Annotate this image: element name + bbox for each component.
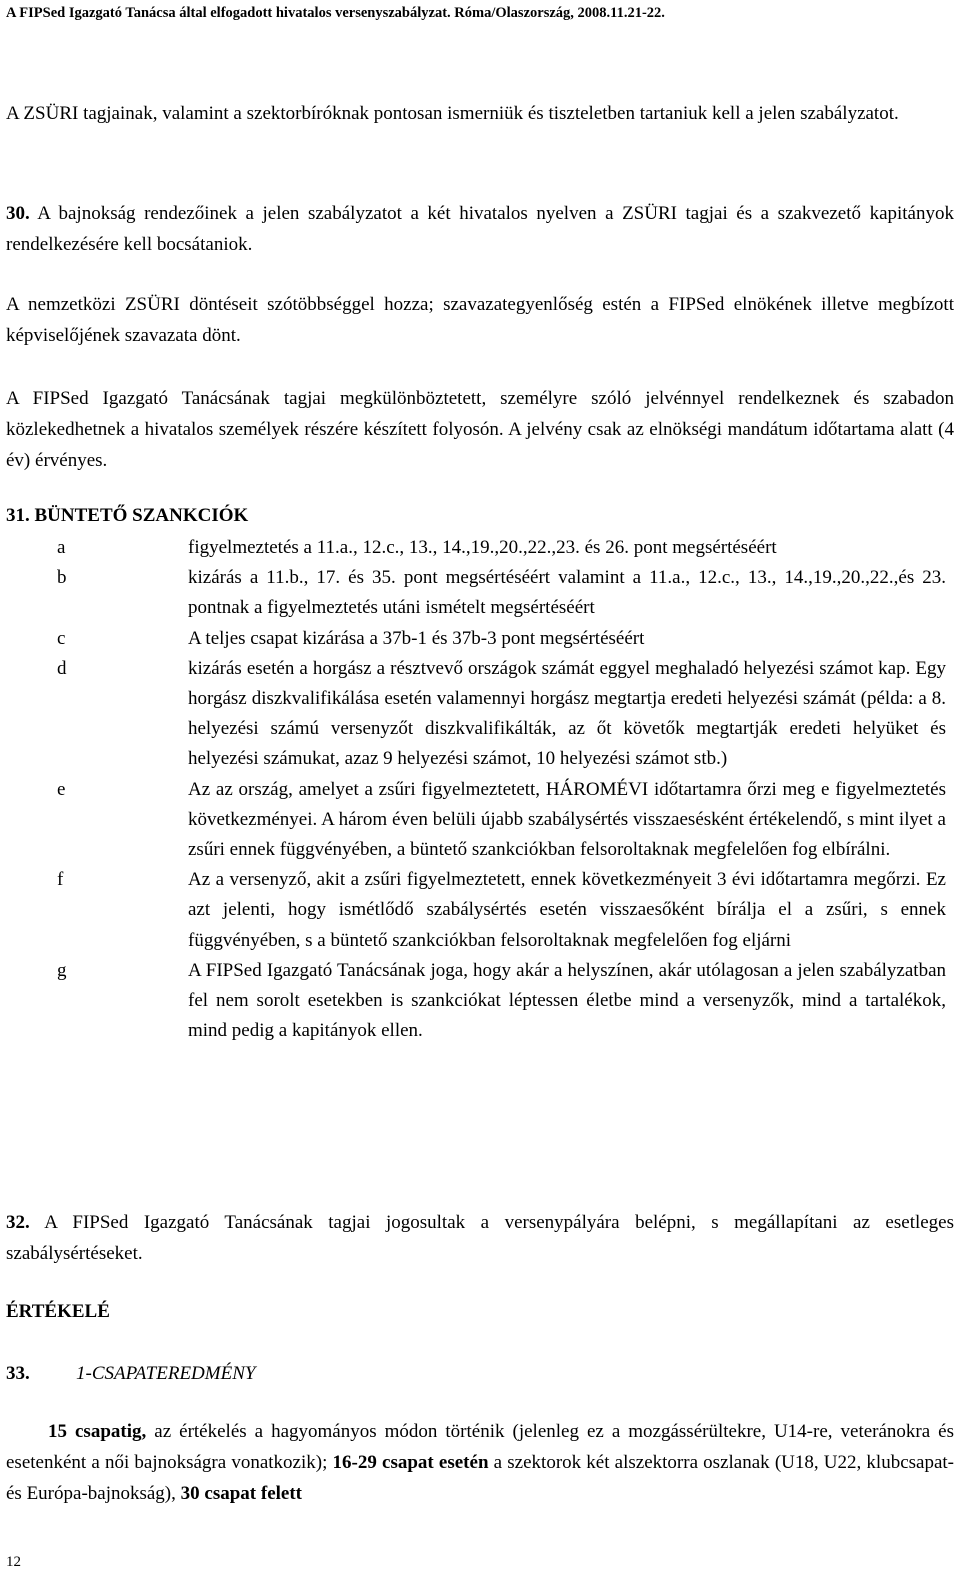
sanction-letter: c xyxy=(57,627,66,649)
sanction-text: A FIPSed Igazgató Tanácsának joga, hogy akár a helyszínen, akár utólagosan a jelen szabályzatban fel nem sorolt esetekben is szankciókat léptessen életbe mind a versenyzők, mind a tartalékok, mind pedig a kapitányok ellen. xyxy=(188,959,946,1042)
jury-decision-paragraph: A nemzetközi ZSÜRI döntéseit szótöbbséggel hozza; szavazategyenlőség estén a FIPSed elnökének illetve megbízott képviselőjének szavazata dönt. xyxy=(6,294,954,346)
page-header: A FIPSed Igazgató Tanácsa által elfogadott hivatalos versenyszabályzat. Róma/Olaszország, 2008.11.21-22. xyxy=(6,5,665,21)
sanction-text: Az az ország, amelyet a zsűri figyelmeztetett, HÁROMÉVI időtartamra őrzi meg e figyelmeztetés következményei. A három éven belüli újabb szabálysértés visszaesésként értékelendő, s mint ilyet a zsűri ennek függvényében, a büntető szankciókban felsoroltaknak megfelelően fog elbírálni. xyxy=(188,778,946,861)
sanction-item-c xyxy=(0,624,960,654)
sanction-letter: d xyxy=(57,657,67,679)
team-limit-15: 15 csapatig, xyxy=(48,1421,147,1442)
sanctions-list xyxy=(0,533,960,1046)
team-result-paragraph xyxy=(6,1416,954,1509)
sanction-item-a xyxy=(0,533,960,563)
sanction-letter: e xyxy=(57,778,66,800)
section-32-text: A FIPSed Igazgató Tanácsának tagjai jogosultak a versenypályára belépni, s megállapítani az esetleges szabálysértéseket. xyxy=(6,1212,955,1264)
section-33-heading xyxy=(6,1358,255,1389)
section-30-number: 30. xyxy=(6,203,30,224)
team-limit-30: 30 csapat felett xyxy=(180,1483,302,1504)
sanction-item-e xyxy=(0,775,960,866)
sanction-letter: a xyxy=(57,537,66,558)
section-33-title: 1-CSAPATEREDMÉNY xyxy=(76,1363,256,1384)
team-limit-16-29: 16-29 csapat esetén xyxy=(332,1452,489,1473)
badge-paragraph: A FIPSed Igazgató Tanácsának tagjai megkülönböztetett, személyre szóló jelvénnyel rendelkeznek és szabadon közlekedhetnek a hivatalos személyek részére készített folyosón. A jelvény csak az elnökségi mandátum időtartama alatt (4 év) érvényes. xyxy=(6,388,954,471)
section-33-number: 33. xyxy=(6,1363,30,1384)
sanction-letter: b xyxy=(57,567,67,589)
sanction-item-d xyxy=(0,654,960,775)
section-30-paragraph xyxy=(6,198,954,260)
sanction-text: Az a versenyző, akit a zsűri figyelmeztetett, ennek következményeit 3 évi időtartamra megőrzi. Ez azt jelenti, hogy ismétlődő szabálysértés esetén visszaesőként bírálja el a zsűri, s ennek függvényében, s a büntető szankciókban felsoroltaknak megfelelően fog eljárni xyxy=(188,869,946,951)
sanction-item-g xyxy=(0,956,960,1047)
sanction-letter: f xyxy=(57,869,64,891)
team-result-text-2: a szektorok két alszektorra oszlanak (U18, U22, klubcsapat- és Európa-bajnokság), xyxy=(6,1452,954,1504)
sanction-item-b xyxy=(0,563,960,623)
sanction-text: kizárás esetén a horgász a résztvevő országok számát eggyel meghaladó helyezési számot kap. Egy horgász diszkvalifikálása esetén valamennyi horgász megtartja eredeti helyezési számát (példa: a 8. helyezési számú versenyzőt diszkvalifikálták, az őt követők megtartják eredeti helyüket és helyezési számukat, azaz 9 helyezési számot, 10 helyezési számot stb.) xyxy=(188,657,946,770)
sanction-text: kizárás a 11.b., 17. és 35. pont megsértéséért valamint a 11.a., 12.c., 13., 14.,19.,20.,22.,és 23. pontnak a figyelmeztetés utáni ismételt megsértéséért xyxy=(188,567,946,619)
page-number: 12 xyxy=(6,1554,21,1570)
ertekeles-heading: ÉRTÉKELÉ xyxy=(6,1301,110,1322)
section-32-paragraph xyxy=(6,1207,954,1269)
section-32-number: 32. xyxy=(6,1212,30,1233)
sanction-text: A teljes csapat kizárása a 37b-1 és 37b-3 pont megsértéséért xyxy=(188,627,645,649)
sanction-text: figyelmeztetés a 11.a., 12.c., 13., 14.,19.,20.,22.,23. és 26. pont megsértéséért xyxy=(188,537,777,558)
sanction-letter: g xyxy=(57,959,67,981)
sanction-item-f xyxy=(0,865,960,956)
jury-paragraph: A ZSÜRI tagjainak, valamint a szektorbíróknak pontosan ismerniük és tiszteletben tartaniuk kell a jelen szabályzatot. xyxy=(6,103,899,124)
section-30-text: A bajnokság rendezőinek a jelen szabályzatot a két hivatalos nyelven a ZSÜRI tagjai és a szakvezető kapitányok rendelkezésére kell bocsátaniok. xyxy=(6,203,954,255)
team-result-text-1: az értékelés a hagyományos módon történik (jelenleg ez a mozgássérültekre, U14-re, veteránokra és esetenként a női bajnokságra vonatkozik); xyxy=(6,1421,955,1473)
section-31-heading: 31. BÜNTETŐ SZANKCIÓK xyxy=(6,505,249,526)
